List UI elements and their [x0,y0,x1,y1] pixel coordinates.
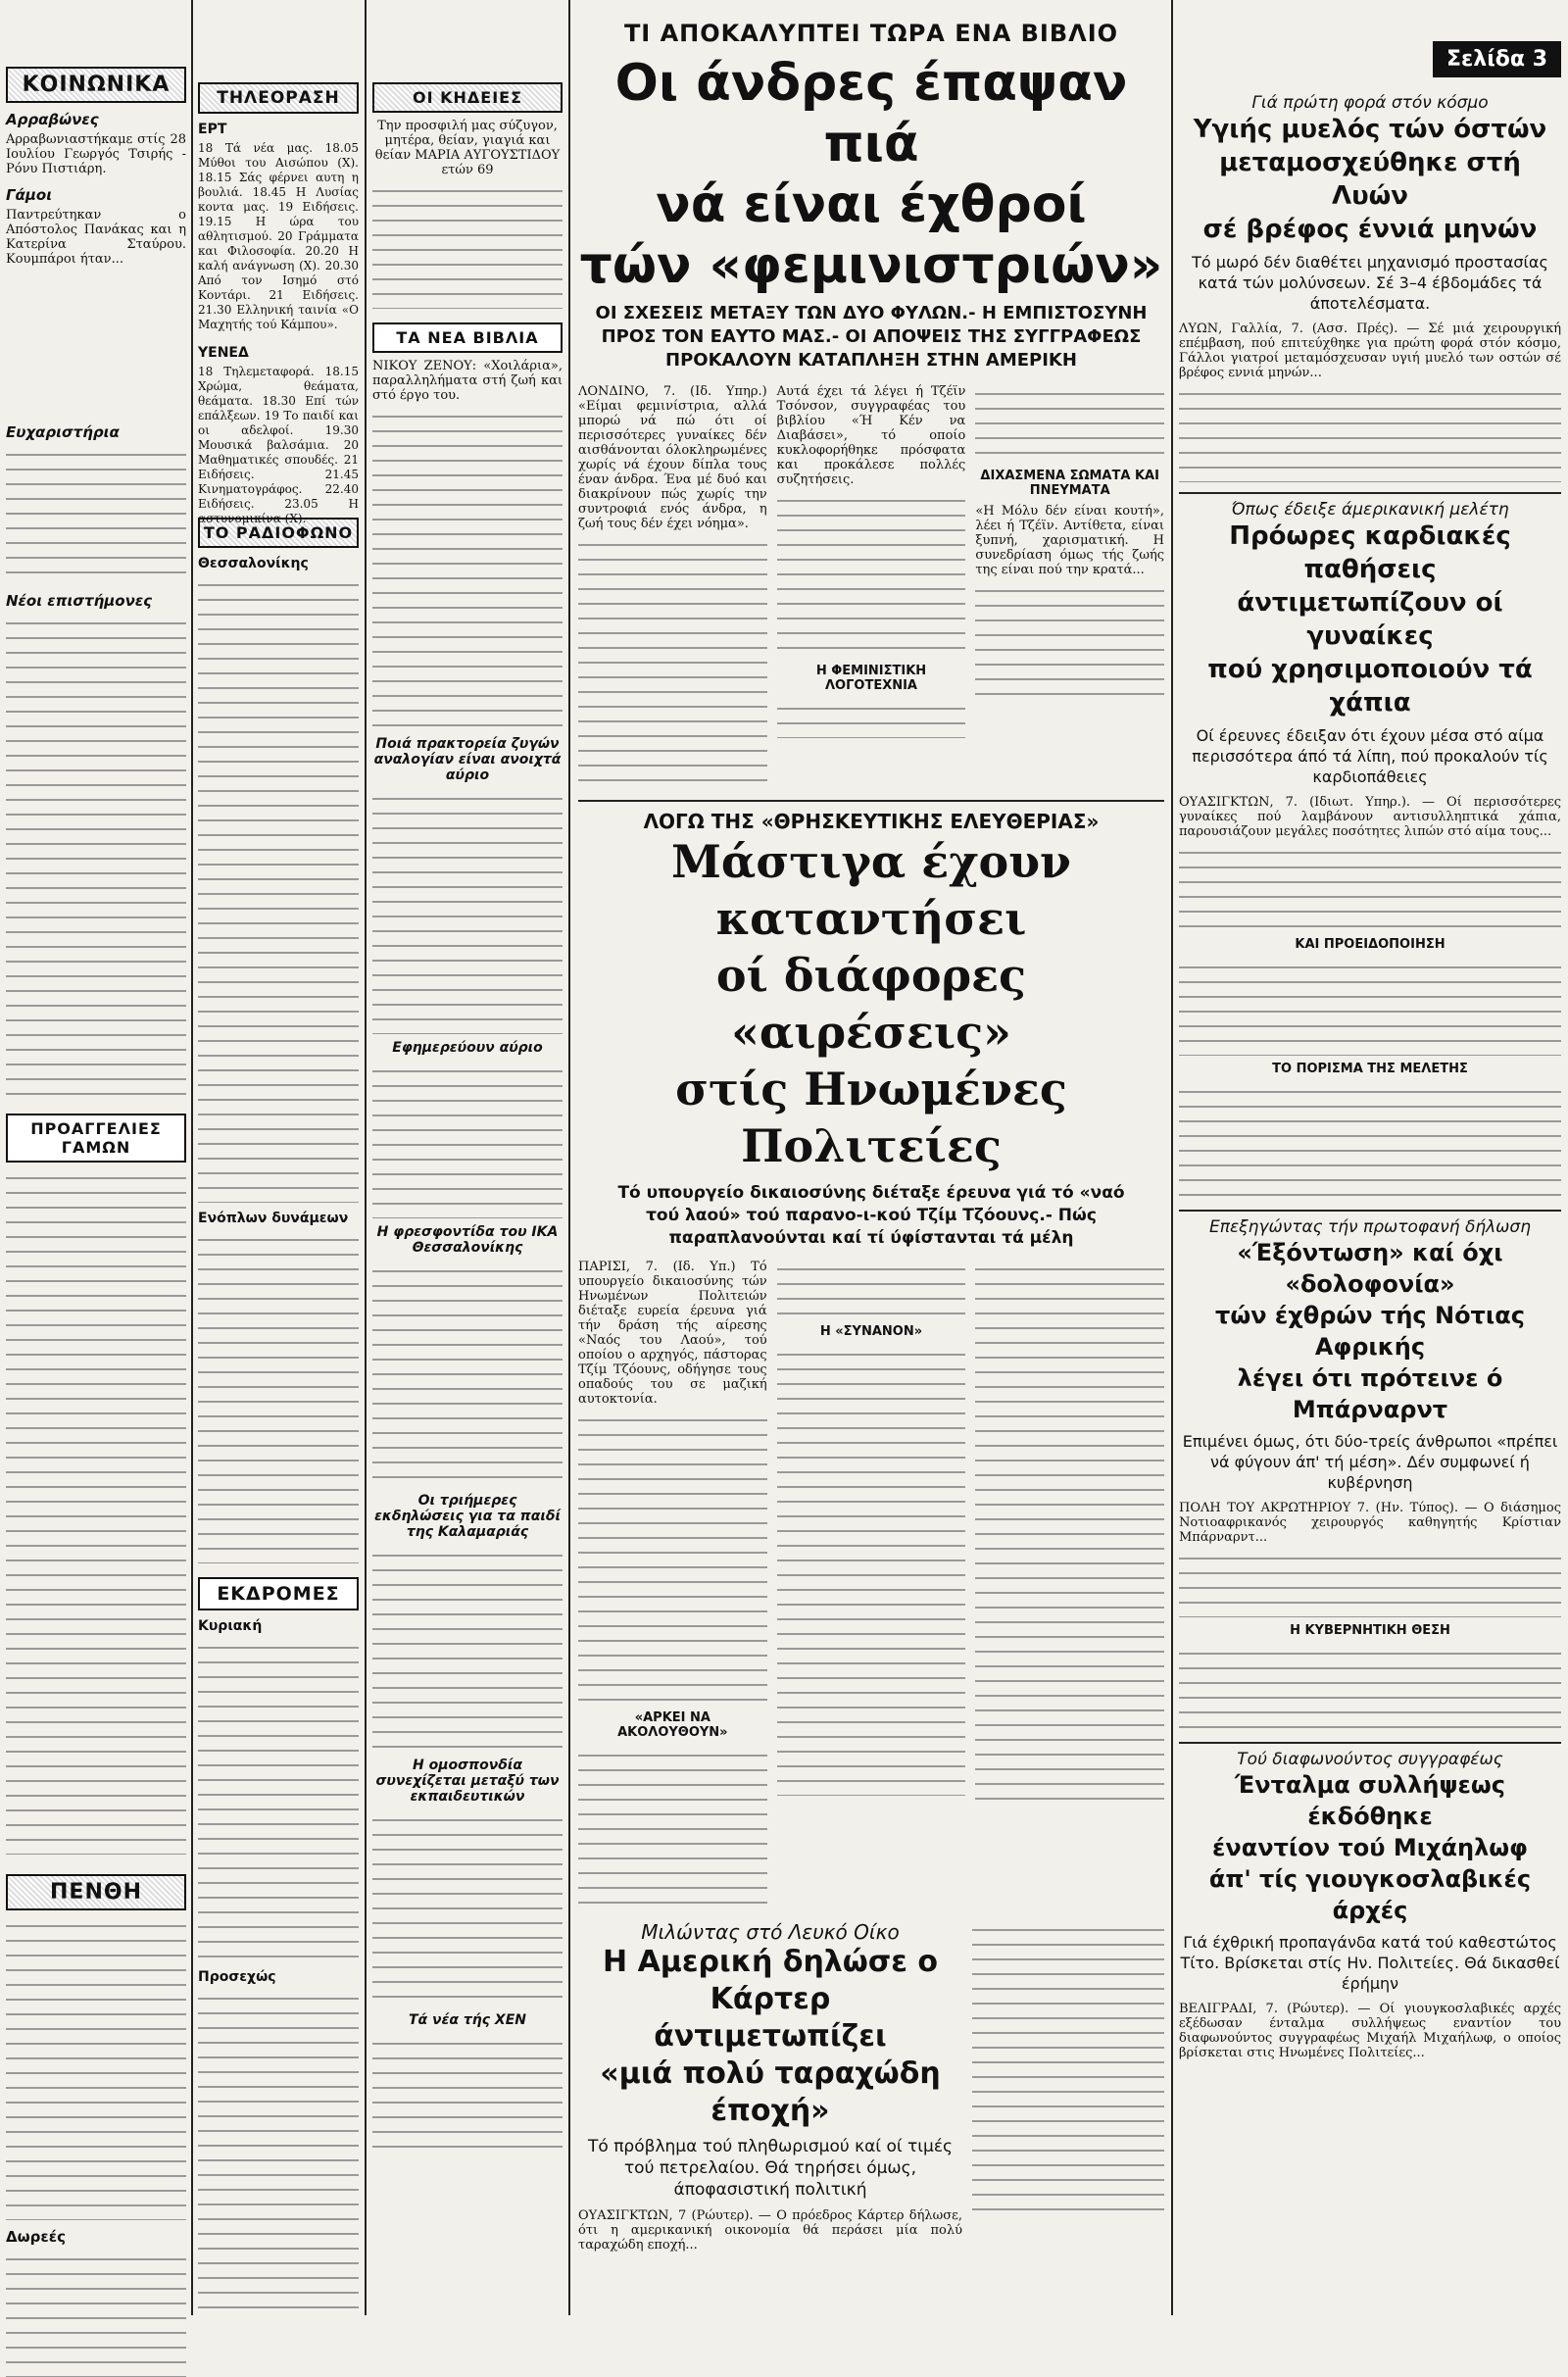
subhead-gamoi: Γάμοι [6,186,53,204]
lyon-body: ΛΥΩΝ, Γαλλία, 7. (Ασσ. Πρές). — Σέ μιά χειρουργική επέμβαση, πού επιτεύχθηκε για πρώτη φορά στόν κόσμο, Γάλλοι γιατροί μεταμόσχευσαν υγιή μυελό των οστών σέ βρέφος εννιά μηνών... [1179,322,1561,380]
subhead-dixasmena: ΔΙΧΑΣΜΕΝΑ ΣΩΜΑΤΑ ΚΑΙ ΠΝΕΥΜΑΤΑ [980,469,1159,498]
filler-text [578,1411,767,1705]
filler-text [372,2034,563,2152]
cardiac-headline-line1: Πρόωρες καρδιακές παθήσεις [1229,521,1511,584]
column-rule [191,0,193,2315]
section-radiofono: ΤΟ ΡΑΔΙΟΦΩΝΟ [198,518,359,548]
story-divider [1179,1742,1561,1744]
mihailov-body: ΒΕΛΙΓΡΑΔΙ, 7. (Ρώυτερ). — Οί γιουγκοσλαβικές αρχές εξέδωσαν ένταλμα συλλήψεως εναντίον του διαφωνούντος συγγραφέως Μιχαήλ Μιχαήλωφ, ο οποίος βρίσκεται στις Ηνωμένες Πολιτείες... [1179,2002,1561,2060]
barnard-headline-line1: «Έξόντωση» καί όχι «δολοφονία» [1237,1239,1503,1298]
column-tv [198,0,359,2312]
filler-text [372,789,563,1034]
main-subhead: ΟΙ ΣΧΕΣΕΙΣ ΜΕΤΑΞΥ ΤΩΝ ΔΥΟ ΦΥΛΩΝ.- Η ΕΜΠΙΣΤΟΣΥΝΗ ΠΡΟΣ ΤΟΝ ΕΑΥΤΟ ΜΑΣ.- ΟΙ ΑΠΟΨΕΙΣ ΤΗΣ ΣΥΓΓΡΑΦΕΩΣ ΠΡΟΚΑΛΟΥΝ ΚΑΤΑΠΛΗΞΗ ΣΤΗΝ ΑΜΕΡΙΚΗ [595,303,1148,371]
kicker-cardiac: Όπως έδειξε άμερικανική μελέτη [1231,500,1509,520]
kicker-white-house: Μιλώντας στό Λευκό Οίκο [641,1920,900,1944]
filler-text [578,1746,767,1912]
section-tileorasi: ΤΗΛΕΟΡΑΣΗ [198,82,359,114]
white-headline-line2: άντιμετωπίζει [654,2019,887,2054]
subhead-eucharistiria: Ευχαριστήρια [6,423,120,441]
subhead-feministiki: Η ΦΕΜΙΝΙΣΤΙΚΗ ΛΟΓΟΤΕΧΝΙΑ [815,664,927,693]
filler-text [777,1345,966,1796]
filler-text [1179,1644,1561,1732]
subhead-omospondia: Η ομοσπονδία συνεχίζεται μεταξύ των εκπαιδευτικών [375,1758,560,1805]
white-body: ΟΥΑΣΙΓΚΤΩΝ, 7 (Ρώυτερ). — Ο πρόεδρος Κάρτερ δήλωσε, ότι η αμερικανική οικονομία θά περάσει μία πολύ ταραχώδη εποχή... [578,2208,962,2253]
filler-text [975,581,1164,699]
mihailov-headline-line2: έναντίον τού Μιχάηλωφ [1212,1834,1528,1861]
subhead-arravones: Αρραβώνες [6,111,99,128]
filler-text [972,1920,1164,2214]
filler-text [777,491,966,658]
filler-text [198,1989,359,2312]
main-body2: Αυτά έχει τά λέγει ή Τζέϊν Τσόνσον, συγγραφέας του βιβλίου «Ή Κέν να Διαβάσει», τό οποίο κυκλοφορήθηκε πρόσφατα και προκάλεσε πολλές συζητήσεις. [776,384,966,487]
filler-text [372,1810,563,2006]
filler-text [578,535,767,790]
main-headline-line2: νά είναι έχθροί [656,175,1087,234]
subhead-dorees: Δωρεές [6,2228,66,2246]
filler-text [1179,958,1561,1056]
kicker-barnard: Επεξηγώντας τήν πρωτοφανή δήλωση [1209,1217,1531,1237]
kicker-mihailov: Τού διαφωνούντος συγγραφέως [1237,1750,1503,1769]
subhead-porisma: ΤΟ ΠΟΡΙΣΜΑ ΤΗΣ ΜΕΛΕΤΗΣ [1272,1062,1468,1076]
filler-text [6,1916,186,2220]
text-kideies: Την προσφιλή μας σύζυγον, μητέρα, θείαν, γιαγιά και θείαν ΜΑΡΙΑ ΑΥΓΟΥΣΤΙΔΟΥ ετών 69 [374,119,561,177]
white-headline-line3: «μιά πολύ ταραχώδη έποχή» [600,2056,941,2128]
subhead-kyvern: Η ΚΥΒΕΡΝΗΤΙΚΗ ΘΕΣΗ [1290,1623,1450,1638]
subhead-ika: Η φρεσφοντίδα του ΙΚΑ Θεσσαλονίκης [376,1224,559,1256]
filler-text [372,407,563,730]
religion-body: ΠΑΡΙΣΙ, 7. (Ιδ. Υπ.) Τό υπουργείο δικαιοσύνης τών Ηνωμένων Πολιτειών διέταξε ευρεία έρευνα γιά τήν δράση τής αίρεσης «Ναός του Λαού», τού οποίου ο αρχηγός, πάστορας Τζίμ Τζόουνς, οδήγησε τους οπαδούς του σε μαζική αυτοκτονία. [578,1260,767,1407]
cardiac-subhead: Οί έρευνες έδειξαν ότι έχουν μέσα στό αίμα περισσότερα άπό τά λίπη, πού προκαλούν τίς καρδιοπάθειες [1192,726,1548,786]
barnard-headline-line2: τών έχθρών τής Νότιας Αφρικής [1215,1302,1525,1361]
filler-text [1179,1549,1561,1617]
cardiac-headline-line3: πού χρησιμοποιούν τά χάπια [1207,655,1533,718]
subhead-thessaloniki: Θεσσαλονίκης [198,556,309,571]
filler-text [372,1262,563,1487]
filler-text [1179,843,1561,931]
column-misc [372,0,563,2152]
main-headline-line3: τών «φεμινιστριών» [579,236,1163,295]
barnard-body: ΠΟΛΗ ΤΟΥ ΑΚΡΩΤΗΡΙΟΥ 7. (Ην. Τύπος). — Ο διάσημος Νοτιοαφρικανός χειρουργός καθηγητής Κρίστιαν Μπάρναρντ... [1179,1501,1561,1545]
filler-text [1179,1082,1561,1200]
cardiac-body: ΟΥΑΣΙΓΚΤΩΝ, 7. (Ιδιωτ. Υπηρ.). — Οί περισσότερες γυναίκες πού λαμβάνουν αντισυλληπτικά χάπια, παρουσιάζουν μεγάλες ποσότητες λιπών στό αίμα τους... [1179,795,1561,839]
section-nea-vivlia: ΤΑ ΝΕΑ ΒΙΒΛΙΑ [372,322,563,353]
column-social [6,0,186,2377]
mihailov-headline-line3: άπ' τίς γιουγκοσλαβικές άρχές [1208,1865,1532,1924]
story-divider [578,800,1164,802]
religion-headline-line2: οί διάφορες «αιρέσεις» [715,949,1027,1059]
text-yened: 18 Τηλεμεταφορά. 18.15 Χρώμα, θεάματα, θεάματα. 18.30 Επί τών επάλξεων. 19 Το παιδί και οι αδελφοί. 19.30 Μουσικά βαλσάμια. 20 Μαθηματικές σπουδές. 21 Ειδήσεις. 21.45 Κινηματογράφος. 22.40 Ειδήσεις. 23.05 Η αστυνομικίνα (Χ). [198,365,359,525]
religion-subhead: Τό υπουργείο δικαιοσύνης διέταξε έρευνα γιά τό «ναό τού λαού» τού παρανο-ι-κού Τζίμ Τζόουνς.- Πώς παραπλανούνται καί τί ύφίστανται τά μέλη [617,1183,1125,1248]
section-penthi: ΠΕΝΘΗ [6,1874,186,1910]
filler-text [6,1168,186,1855]
filler-text [372,1546,563,1752]
kicker-lyon: Γιά πρώτη φορά στόν κόσμο [1251,93,1489,113]
filler-text [372,181,563,309]
text-gamoi: Παντρεύτηκαν ο Απόστολος Πανάκας και η Κατερίνα Σταύρου. Κουμπάροι ήταν... [6,208,186,267]
filler-text [975,384,1164,463]
story-divider [1179,492,1561,494]
section-kideies: ΟΙ ΚΗΔΕΙΕΣ [372,82,563,113]
lyon-headline-line3: σέ βρέφος έννιά μηνών [1202,215,1538,244]
religion-headline-line3: στίς Ηνωμένες Πολιτείες [675,1063,1067,1172]
subhead-praktoria: Ποιά πρακτορεία ζυγών αναλογίαν είναι ανοιχτά αύριο [373,736,562,783]
subhead-proeidop: ΚΑΙ ΠΡΟΕΙΔΟΠΟΙΗΣΗ [1295,937,1446,952]
subhead-arkei: «ΑΡΚΕΙ ΝΑ ΑΚΟΛΟΥΘΟΥΝ» [617,1710,728,1740]
kicker-religion: ΛΟΓΩ ΤΗΣ «ΘΡΗΣΚΕΥΤΙΚΗΣ ΕΛΕΥΘΕΡΙΑΣ» [643,810,1100,833]
filler-text [372,1062,563,1218]
right-column [1179,0,1561,2060]
filler-text [198,1230,359,1563]
subhead-synanon: Η «ΣΥΝΑΝΟΝ» [819,1324,923,1339]
section-proaggelies: ΠΡΟΑΓΓΕΛΙΕΣ ΓΑΜΩΝ [6,1114,186,1163]
white-headline-line1: Η Αμερική δηλώσε ο Κάρτερ [603,1945,938,2016]
story-divider [1179,1210,1561,1212]
filler-text [6,445,186,582]
subhead-enoples: Ενόπλων δυνάμεων [198,1211,349,1226]
main-story-area [578,0,1164,2253]
subhead-ta-nea: Τά νέα τής ΧΕΝ [408,2012,526,2028]
column-rule [1171,0,1173,2315]
religion-headline-line1: Μάστιγα έχουν καταντήσει [671,835,1071,945]
cardiac-headline-line2: άντιμετωπίζουν οί γυναίκες [1237,588,1503,651]
lyon-headline-line2: μεταμοσχεύθηκε στή Λυών [1219,148,1521,211]
section-koinonika: ΚΟΙΝΩΝΙΚΑ [6,67,186,103]
text-ert: 18 Τά νέα μας. 18.05 Μύθοι του Αισώπου (Χ). 18.15 Σάς φέρνει αυτη η βουλιά. 18.45 Η Λυσίας κοντα μας. 19 Ειδήσεις. 19.15 Η ώρα του αθλητισμού. 20 Γράμματα και Φιλοσοφία. 20.20 Η καλή ανάγνωση (Χ). 20.30 Από τον Ισημό στό Κοντάρι. 21 Ειδήσεις. 21.30 Ελληνική ταινία «Ο Μαχητής τού Κάμπου». [198,141,359,331]
filler-text [777,1260,966,1318]
barnard-subhead: Επιμένει όμως, ότι δύο-τρείς άνθρωποι «πρέπει νά φύγουν άπ' τή μέση». Δέν συμφωνεί ή κυβέρνηση [1182,1432,1558,1492]
filler-text [975,1260,1164,1808]
column-rule [365,0,367,2315]
main-body3: «Η Μόλυ δέν είναι κουτή», λέει ή Τζέϊν. Αντίθετα, είναι ξυπνή, χαρισματική. Η συνεδρίαση όμως τής ζωής της είναι πού την κρατά... [975,504,1165,577]
filler-text [198,1638,359,1961]
section-ekdromes: ΕΚΔΡΟΜΕΣ [198,1577,359,1610]
subhead-ert: ΕΡΤ [198,122,227,137]
lyon-headline-line1: Υγιής μυελός τών όστών [1193,115,1547,144]
main-headline-line1: Οι άνδρες έπαψαν πιά [614,54,1128,173]
white-subhead: Τό πρόβλημα τού πληθωρισμού καί οί τιμές τού πετρελαίου. Θά τηρήσει όμως, άποφασιστική πολιτική [588,2137,953,2200]
subhead-trimeres: Οι τριήμερες εκδηλώσεις για τα παιδί της Καλαμαριάς [374,1493,561,1540]
barnard-headline-line3: λέγει ότι πρότεινε ό Μπάρναρντ [1237,1364,1503,1423]
page-label: Σελίδα 3 [1433,41,1561,77]
column-rule [568,0,570,2315]
mihailov-subhead: Γιά έχθρική προπαγάνδα κατά τού καθεστώτος Τίτο. Βρίσκεται στίς Ην. Πολιτείες. Θά δικασθεί έρήμην [1180,1933,1560,1993]
filler-text [198,575,359,1203]
mihailov-headline-line1: Ένταλμα συλλήψεως έκδόθηκε [1235,1771,1505,1830]
subhead-prosehos: Προσεχώς [198,1969,276,1985]
lyon-subhead: Τό μωρό δέν διαθέτει μηχανισμό προστασίας κατά τών μολύνσεων. Σέ 3–4 έβδομάδες τά άποτελέσματα. [1192,253,1548,313]
filler-text [6,2250,186,2377]
subhead-neoi: Νέοι επιστήμονες [6,592,153,610]
filler-text [1179,384,1561,482]
kicker-vivlio: ΤΙ ΑΠΟΚΑΛΥΠΤΕΙ ΤΩΡΑ ΕΝΑ ΒΙΒΛΙΟ [623,20,1119,47]
subhead-efimereuoun: Εφημερεύουν αύριο [392,1040,543,1056]
text-arravones: Αρραβωνιαστήκαμε στίς 28 Ιουλίου Γεωργός Τσιρής - Ρόνυ Πιστιάρη. [6,132,186,176]
subhead-yened: ΥΕΝΕΔ [198,345,249,361]
subhead-kyriaki: Κυριακή [198,1618,263,1634]
main-body1: ΛΟΝΔΙΝΟ, 7. (Ιδ. Υπηρ.) «Είμαι φεμινίστρια, αλλά μπορώ νά πώ ότι οί περισσότερες γυναίκες δέν αισθάνονται όλοκληρωμένες χωρίς νά έχουν δίπλα τους έναν άνδρα. Ένα μέ δυό και διακρίνουν πώς χωρίς την συντροφιά ενός άνδρα, η ζωή τους δέν έχει νόημα». [578,384,767,531]
text-nea-vivlia: ΝΙΚΟΥ ΖΕΝΟΥ: «Χοιλάρια», παραλληλήματα στή ζωή και στό έργο του. [372,359,563,403]
filler-text [6,614,186,1104]
filler-text [777,699,966,738]
